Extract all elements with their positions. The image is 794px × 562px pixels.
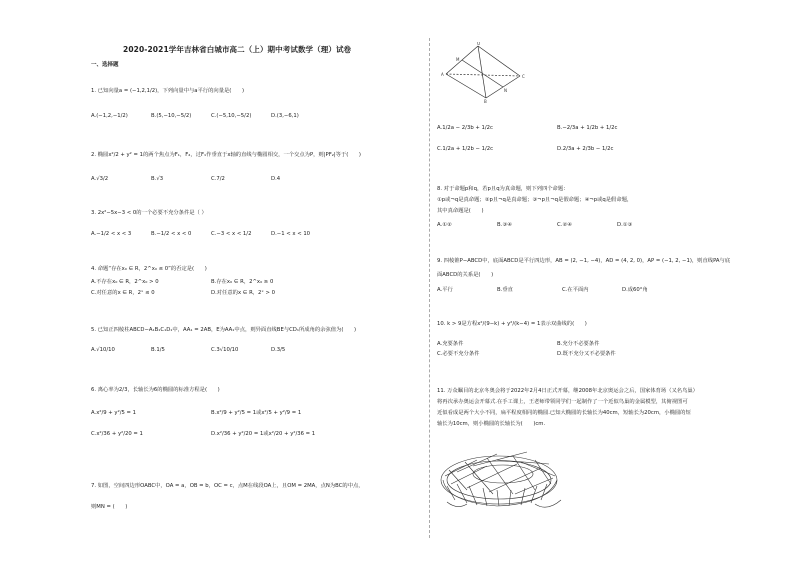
q6-option-d: D.x²/36 + y²/20 = 1或x²/20 + y²/36 = 1 bbox=[211, 431, 316, 437]
q7-option-b: B.−2/3a + 1/2b + 1/2c bbox=[557, 125, 618, 131]
q9-option-a: A.平行 bbox=[437, 287, 453, 293]
q6-option-c: C.x²/36 + y²/20 = 1 bbox=[91, 431, 143, 437]
question-11-stem: 11. 万众瞩目的北京冬奥会将于2022年2月4日正式开幕，继2008年北京奥运会之后，国家体育场（又名鸟巢） bbox=[437, 388, 698, 394]
q9-option-c: C.在平面内 bbox=[562, 287, 589, 293]
label-n: N bbox=[504, 88, 507, 93]
q5-option-a: A.√10/10 bbox=[91, 347, 115, 353]
question-4-stem: 4. 命题“存在x₀ ∈ R，2^x₀ ≤ 0”的否定是( ) bbox=[91, 266, 207, 272]
q3-option-b: B.−1/2 < x < 0 bbox=[151, 231, 192, 237]
q8-option-b: B.③④ bbox=[497, 222, 512, 228]
q8-option-c: C.②④ bbox=[557, 222, 572, 228]
q6-option-b: B.x²/9 + y²/5 = 1或x²/5 + y²/9 = 1 bbox=[211, 410, 302, 416]
q2-option-d: D.4 bbox=[271, 176, 281, 182]
question-8-statements: ①p或¬q是真命题；②p且¬q是真命题；③¬p且¬q是假命题；④¬p或q是假命题， bbox=[437, 197, 633, 203]
label-o: O bbox=[477, 42, 481, 46]
question-11-line4: 轴长为10cm，则小椭圆的长轴长为( )cm. bbox=[437, 421, 546, 427]
q6-option-a: A.x²/9 + y²/5 = 1 bbox=[91, 410, 137, 416]
q10-option-c: C.必要不充分条件 bbox=[437, 351, 480, 357]
q5-option-c: C.3√10/10 bbox=[211, 347, 239, 353]
label-m: M bbox=[456, 57, 460, 62]
question-9-stem-continued: 面ABCD的关系是( ) bbox=[437, 272, 494, 278]
label-c: C bbox=[522, 74, 525, 79]
q4-option-c: C.对任意的x ∈ R，2ˣ ≤ 0 bbox=[91, 290, 155, 296]
column-divider bbox=[429, 38, 430, 538]
question-10-stem: 10. k > 9是方程x²/(9−k) + y²/(k−4) = 1表示双曲线的( ) bbox=[437, 321, 587, 327]
q7-option-c: C.1/2a + 1/2b − 1/2c bbox=[437, 146, 494, 152]
q2-option-c: C.7/2 bbox=[211, 176, 225, 182]
q2-option-b: B.√3 bbox=[151, 176, 164, 182]
q10-option-b: B.充分不必要条件 bbox=[557, 341, 600, 347]
q10-option-d: D.既不充分又不必要条件 bbox=[557, 351, 616, 357]
q2-option-a: A.√3/2 bbox=[91, 176, 109, 182]
q5-option-d: D.3/5 bbox=[271, 347, 286, 353]
q3-option-c: C.−3 < x < 1/2 bbox=[211, 231, 252, 237]
label-b: B bbox=[484, 99, 487, 104]
question-2-stem: 2. 椭圆x²/2 + y² = 1的两个焦点为F₁，F₂，过F₁作垂直于x轴的直线与椭圆相交，一个交点为P，则|PF₂|等于( ) bbox=[91, 152, 361, 158]
question-8-stem-end: 其中真命题是( ) bbox=[437, 208, 484, 214]
q1-option-c: C.(−5,10,−5/2) bbox=[211, 113, 252, 119]
tetrahedron-figure bbox=[440, 42, 530, 104]
page-title: 2020-2021学年吉林省白城市高二（上）期中考试数学（理）试卷 bbox=[123, 45, 352, 54]
q3-option-d: D.−1 < x < 10 bbox=[271, 231, 311, 237]
q7-option-a: A.1/2a − 2/3b + 1/2c bbox=[437, 125, 493, 131]
q1-option-a: A.(−1,2,−1/2) bbox=[91, 113, 128, 119]
q1-option-b: B.(5,−10,−5/2) bbox=[151, 113, 192, 119]
question-1-stem: 1. 已知向量a = (−1,2,1/2)，下列向量中与a平行的向量是( ) bbox=[91, 88, 245, 94]
q10-option-a: A.充要条件 bbox=[437, 341, 464, 347]
question-3-stem: 3. 2x²−5x−3 < 0的一个必要不充分条件是（ ） bbox=[91, 210, 207, 216]
q7-option-d: D.2/3a + 2/3b − 1/2c bbox=[557, 146, 614, 152]
q1-option-d: D.(3,−6,1) bbox=[271, 113, 299, 119]
q8-option-d: D.①③ bbox=[617, 222, 633, 228]
question-11-line3: 近似看成是两个大小不同，扁平程度相同的椭圆.已知大椭圆的长轴长为40cm，短轴长为20cm，小椭圆的短 bbox=[437, 410, 691, 416]
q5-option-b: B.1/5 bbox=[151, 347, 165, 353]
q9-option-b: B.垂直 bbox=[497, 287, 513, 293]
q3-option-a: A.−1/2 < x < 3 bbox=[91, 231, 132, 237]
q4-option-d: D.对任意的x ∈ R，2ˣ > 0 bbox=[211, 290, 275, 296]
question-7-stem-continued: 则MN = ( ) bbox=[91, 504, 128, 510]
question-5-stem: 5. 已知正四棱柱ABCD−A₁B₁C₁D₁中，AA₁ = 2AB，E为AA₁中点，则异面直线BE与CD₁所成角的余弦值为( ) bbox=[91, 327, 357, 333]
q8-option-a: A.①② bbox=[437, 222, 452, 228]
q4-option-a: A.不存在x₀ ∈ R，2^x₀ > 0 bbox=[91, 279, 159, 285]
q9-option-d: D.成60°角 bbox=[622, 287, 648, 293]
question-6-stem: 6. 离心率为2/3，长轴长为6的椭圆的标准方程是( ) bbox=[91, 387, 220, 393]
label-a: A bbox=[441, 72, 444, 77]
question-7-stem: 7. 如图，空间四边形OABC中，OA = a，OB = b，OC = c，点M在线段OA上，且OM = 2MA，点N为BC的中点， bbox=[91, 483, 364, 489]
question-9-stem: 9. 四棱锥P−ABCD中，底面ABCD是平行四边形，AB = (2, −1, −4)，AD = (4, 2, 0)，AP = (−1, 2, −1)，则直线PA与底 bbox=[437, 258, 731, 264]
birds-nest-stadium-image bbox=[437, 440, 567, 520]
q4-option-b: B.存在x₀ ∈ R，2^x₀ ≥ 0 bbox=[211, 279, 274, 285]
question-11-line2: 将再次承办奥运会开幕式.在手工课上，王老师带领同学们一起制作了一个近似鸟巢的金属模型，其俯视图可 bbox=[437, 399, 688, 405]
section-heading: 一、选择题 bbox=[91, 62, 119, 68]
question-8-stem: 8. 对于命题p和q，若p且q为真命题，则下列四个命题： bbox=[437, 186, 569, 192]
